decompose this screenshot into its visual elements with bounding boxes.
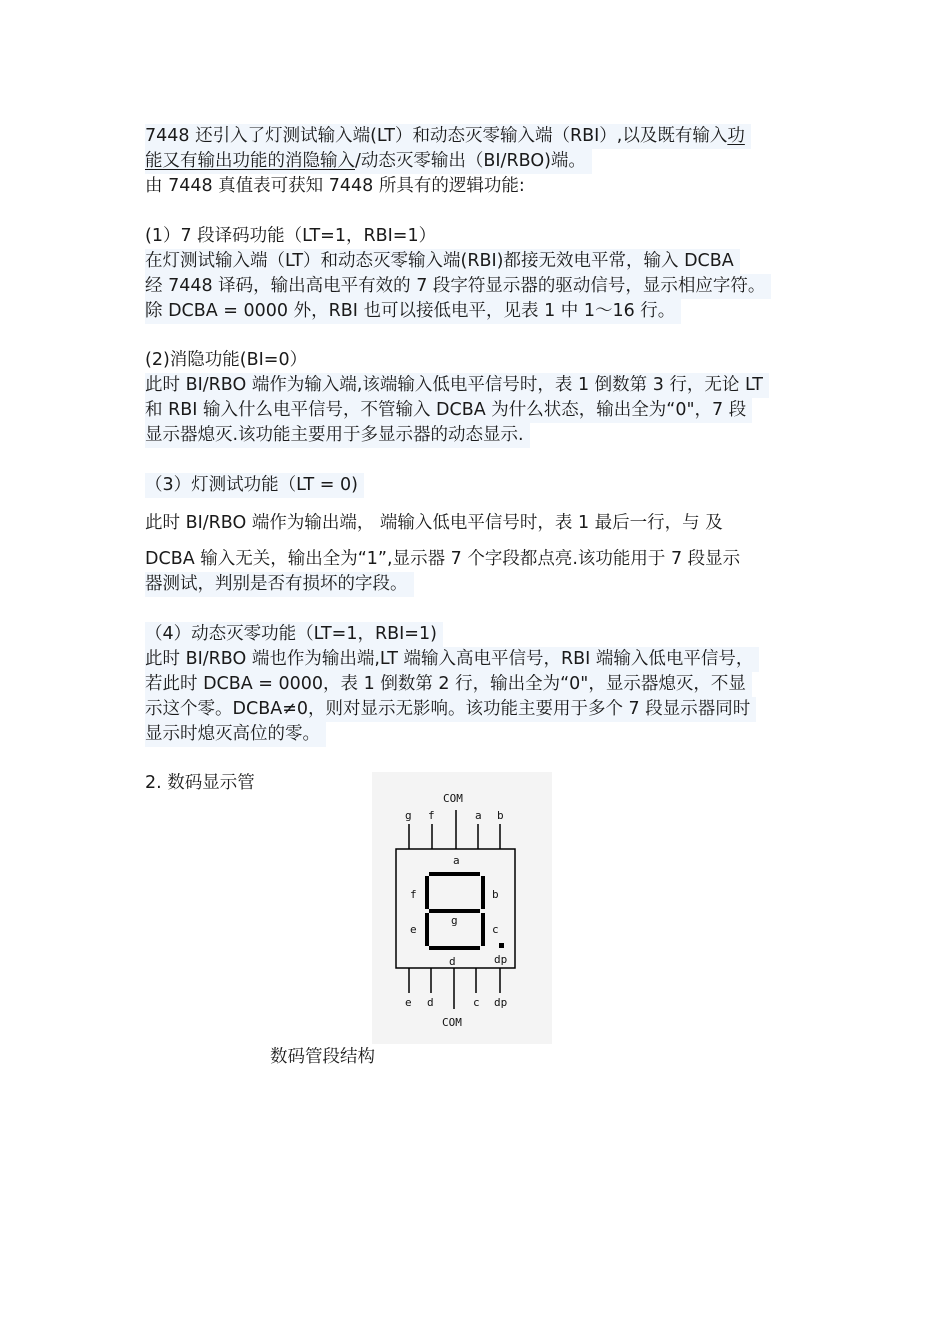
intro-text-1b-underlined: 功: [727, 126, 745, 146]
segment-c: [481, 913, 485, 946]
pin-label-d: d: [427, 996, 434, 1009]
pin-label-f: f: [428, 809, 435, 822]
section4-line-4: 显示时熄灭高位的零。: [145, 722, 326, 747]
intro-line-2: [145, 149, 592, 174]
section2-line-3: 显示器熄灭.该功能主要用于多显示器的动态显示.: [145, 423, 530, 448]
intro-line-3: 由 7448 真值表可获知 7448 所具有的逻辑功能:: [145, 176, 525, 196]
section1-line-2: 经 7448 译码，输出高电平有效的 7 段字符显示器的驱动信号，显示相应字符。: [145, 274, 771, 299]
section4-line-2: 若此时 DCBA = 0000，表 1 倒数第 2 行，输出全为“0"，显示器熄灭，不显: [145, 672, 752, 697]
segment-b: [481, 876, 485, 909]
section-2-heading: 2. 数码显示管: [145, 773, 255, 793]
seven-segment-diagram: [372, 772, 552, 1044]
segment-label-g: g: [451, 914, 458, 927]
segment-label-dp: dp: [494, 953, 508, 966]
pin-label-dp: dp: [494, 996, 508, 1009]
section4-title: （4）动态灭零功能（LT=1，RBI=1): [145, 622, 443, 647]
bottom-com-label: COM: [442, 1016, 462, 1029]
intro-text-2a-underlined: 能又有输出功能的消隐输入: [145, 151, 355, 171]
section3-line-2: DCBA 输入无关，输出全为“1”,显示器 7 个字段都点亮.该功能用于 7 段显示: [145, 549, 741, 569]
pin-label-a: a: [475, 809, 482, 822]
segment-label-e: e: [410, 923, 417, 936]
section1-line-1: 在灯测试输入端（LT）和动态灭零输入端(RBI)都接无效电平常，输入 DCBA: [145, 249, 740, 274]
segment-e: [425, 913, 429, 946]
section1-line-3: 除 DCBA = 0000 外，RBI 也可以接低电平，见表 1 中 1～16 行。: [145, 299, 681, 324]
segment-dp: [499, 943, 504, 948]
pin-label-e: e: [405, 996, 412, 1009]
section2-title: (2)消隐功能(BI=0）: [145, 350, 308, 370]
segment-label-b: b: [492, 888, 499, 901]
segment-g: [429, 909, 480, 913]
section1-title: (1）7 段译码功能（LT=1，RBI=1）: [145, 226, 437, 246]
section3-line-1: 此时 BI/RBO 端作为输出端， 端输入低电平信号时，表 1 最后一行，与 及: [145, 513, 723, 533]
section2-line-2: 和 RBI 输入什么电平信号，不管输入 DCBA 为什么状态，输出全为“0"，7 段: [145, 398, 752, 423]
top-com-label: COM: [443, 792, 463, 805]
section3-title: （3）灯测试功能（LT = 0): [145, 473, 364, 498]
intro-text-2b: /动态灭零输出（BI/RBO)端。: [355, 151, 586, 171]
segment-label-a: a: [453, 854, 460, 867]
figure-caption: 数码管段结构: [270, 1047, 375, 1067]
pin-label-b: b: [497, 809, 504, 822]
segment-label-d: d: [449, 955, 456, 968]
segment-d: [429, 946, 480, 950]
section3-line-3: 器测试，判别是否有损坏的字段。: [145, 572, 414, 597]
segment-label-f: f: [410, 888, 417, 901]
section4-line-3: 示这个零。DCBA≠0，则对显示无影响。该功能主要用于多个 7 段显示器同时: [145, 697, 756, 722]
segment-f: [425, 876, 429, 909]
segment-a: [429, 872, 480, 876]
pin-label-c: c: [473, 996, 480, 1009]
section2-line-1: 此时 BI/RBO 端作为输入端,该端输入低电平信号时，表 1 倒数第 3 行，无论 LT: [145, 373, 769, 398]
segment-label-c: c: [492, 923, 499, 936]
section4-line-1: 此时 BI/RBO 端也作为输出端,LT 端输入高电平信号，RBI 端输入低电平信号，: [145, 647, 759, 672]
intro-line-1: [145, 124, 751, 149]
intro-text-1a: 7448 还引入了灯测试输入端(LT）和动态灭零输入端（RBI）,以及既有输入: [145, 126, 728, 146]
pin-label-g: g: [405, 809, 412, 822]
